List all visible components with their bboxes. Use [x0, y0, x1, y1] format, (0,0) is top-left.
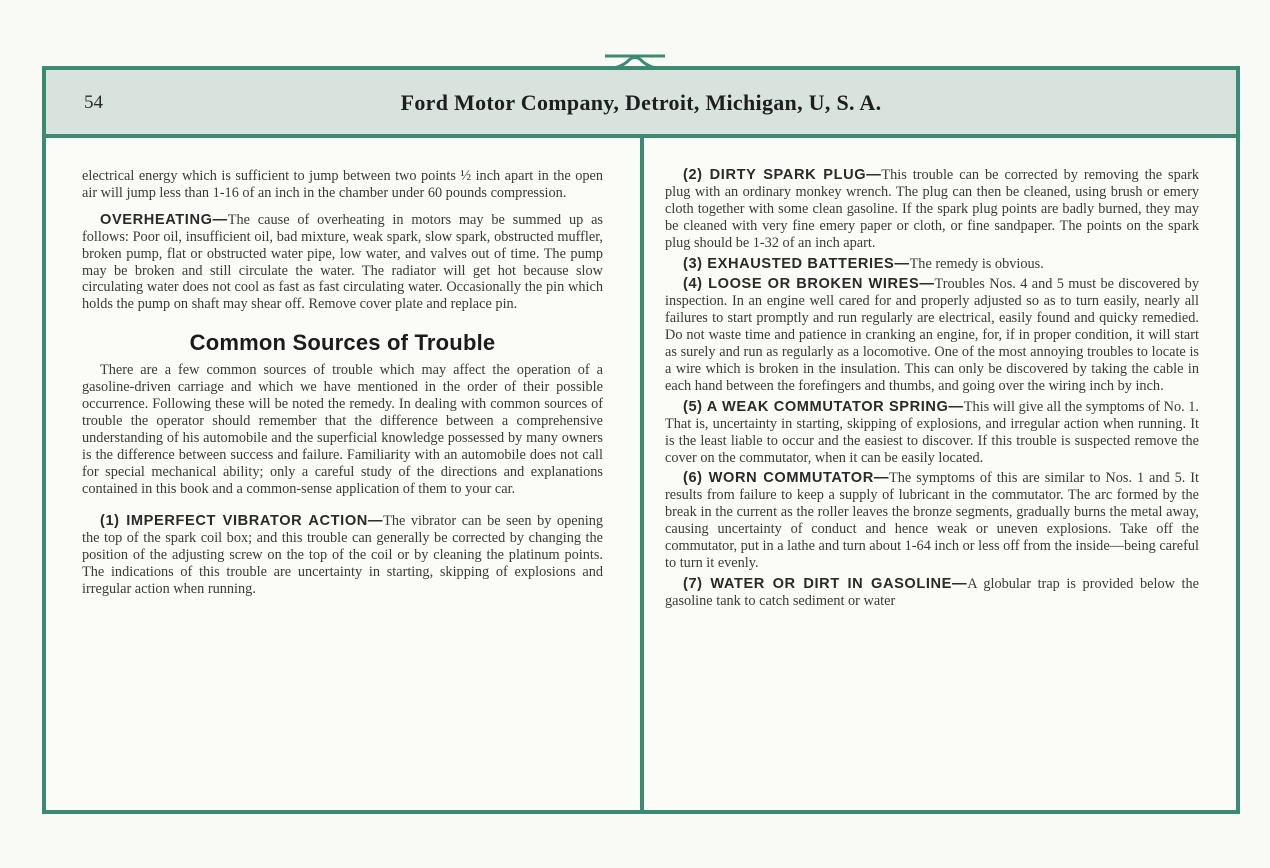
paragraph-trouble-5 — [665, 399, 1199, 467]
paragraph-body: The remedy is obvious. — [909, 255, 1044, 272]
paragraph-trouble-2 — [665, 167, 1199, 252]
paragraph-body: This trouble can be corrected by removing the spark plug with an ordinary monkey wrench. The plug can then be cleaned, using brush or emery cloth together with some clean gasoline. If the spark plug points are badly burned, they may be cleaned with very fine emery paper or cloth, or fine sandpaper. The points on the spark plug should be 1-32 of an inch apart. — [665, 167, 1199, 251]
section-lead: (4) LOOSE OR BROKEN WIRES— — [683, 276, 935, 293]
paragraph-body: Troubles Nos. 4 and 5 must be discovered by inspection. In an engine well cared for and properly adjusted so as to turn easily, nearly all failures to start promptly and run regularly are electrical, easily found and quicky remedied. Do not waste time and patience in cranking an engine, for, if in proper condition, it will start as surely and run as regularly as a locomotive. One of the most annoying troubles to locate is a wire which is broken in the insulation. This can only be discovered by taking the cable in each hand between the forefingers and thumbs, and going over the wiring inch by inch. — [665, 276, 1199, 394]
section-lead: (5) A WEAK COMMUTATOR SPRING— — [683, 398, 964, 415]
page-number: 54 — [84, 92, 103, 113]
section-lead: (7) WATER OR DIRT IN GASOLINE— — [683, 575, 968, 592]
section-lead: OVERHEATING— — [100, 211, 228, 228]
paragraph-trouble-3 — [665, 256, 1199, 273]
paragraph-body: The symptoms of this are similar to Nos. 1 and 5. It results from failure to keep a supply of lubricant in the commutator. The arc formed by the break in the current as the roller leaves the bronze segments, gradually burns the metal away, causing uncertainty of conduct and hence weak or uneven explosions. Take off the commutator, put in a lathe and turn about 1-64 inch or less off from the inside—being careful to turn it evenly. — [665, 470, 1199, 571]
paragraph-overheating — [82, 212, 603, 313]
page-frame — [42, 66, 1240, 814]
section-lead: (3) EXHAUSTED BATTERIES— — [683, 255, 910, 272]
right-column — [665, 167, 1199, 614]
paragraph-trouble-6 — [665, 470, 1199, 571]
left-column — [82, 168, 603, 608]
section-heading: Common Sources of Trouble — [189, 330, 496, 356]
section-lead: (1) IMPERFECT VIBRATOR ACTION— — [100, 513, 384, 530]
section-lead: (2) DIRTY SPARK PLUG— — [683, 167, 882, 183]
paragraph-body: The cause of overheating in motors may be summed up as follows: Poor oil, insufficient oil, bad mixture, weak spark, slow spark, obstructed muffler, broken pump, flat or obstructed water pipe, low water, and valves out of time. The pump may be broken and still circulate the water. The radiator will get hot because slow circulating water does not cool as fast as fast circulating water. Occasionally the pin which holds the pump on shaft may shear off. Remove cover plate and replace pin. — [82, 211, 603, 313]
paragraph-trouble-7 — [665, 576, 1199, 610]
paragraph-body: A globular trap is provided below the gasoline tank to catch sediment or water — [665, 575, 1199, 609]
running-header — [46, 70, 1236, 138]
section-lead: (6) WORN COMMUTATOR— — [683, 470, 890, 487]
paragraph-body: This will give all the symptoms of No. 1. That is, uncertainty in starting, skipping of explosions, and irregular action when running. It is the least liable to occur and the easiest to discover. If this trouble is suspected remove the cover on the commutator, when it can be easily located. — [665, 398, 1199, 466]
header-title: Ford Motor Company, Detroit, Michigan, U, S. A. — [400, 90, 882, 115]
paragraph: There are a few common sources of trouble which may affect the operation of a gasoline-driven carriage and which we have mentioned in the order of their possible occurrence. Following these will be noted the remedy. In dealing with common sources of trouble the operator should remember that the difference between a comprehensive understanding of his automobile and the superficial knowledge possessed by many owners is the difference between success and failure. Familiarity with an automobile does not call for special mechanical ability; only a careful study of the directions and explanations contained in this book and a common-sense application of them to your car. — [82, 362, 603, 497]
paragraph-trouble-4 — [665, 276, 1199, 394]
column-divider — [640, 138, 644, 810]
paragraph-trouble-1 — [82, 513, 603, 598]
paragraph: electrical energy which is sufficient to jump between two points ½ inch apart in the open air will jump less than 1-16 of an inch in the chamber under 60 pounds compression. — [82, 168, 603, 201]
paragraph-body: The vibrator can be seen by opening the top of the spark coil box; and this trouble can generally be corrected by changing the position of the adjusting screw on the top of the coil or by cleaning the platinum points. The indications of this trouble are uncertainty in starting, skipping of explosions and irregular action when running. — [82, 513, 603, 598]
